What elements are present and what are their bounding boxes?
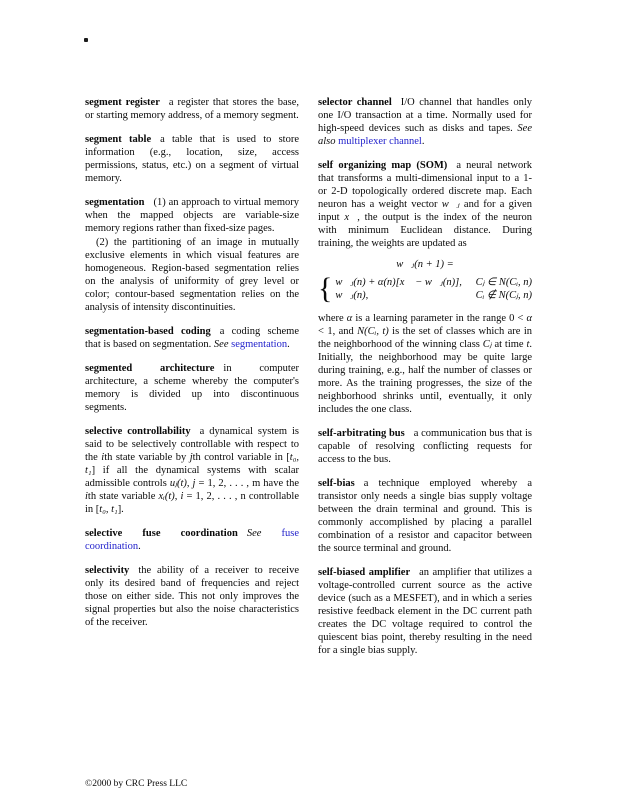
body-text: .: [421, 136, 425, 147]
body-text: ,: [174, 491, 181, 502]
body-text: ] if all the dynamical systems with scalar admissible controls: [85, 465, 299, 489]
entry-term: self organizing map (SOM): [318, 160, 448, 171]
dictionary-entry: [85, 96, 299, 122]
body-text: (1) an approach to virtual memory when the mapped objects are variable-size memory regions rather than fixed-size pages.: [85, 197, 299, 234]
equation-case-row: [335, 276, 532, 289]
dictionary-entry: [318, 566, 532, 657]
body-text: in computer architecture, a scheme whereby the computer's memory is divided up into discontinuous segments.: [85, 363, 299, 413]
italic-text: See also: [318, 123, 532, 147]
equation-head: w⃗ⱼ(n + 1) =: [396, 259, 454, 270]
entry-term: self-biased amplifier: [318, 567, 411, 578]
body-text: th state variable by: [104, 452, 190, 463]
dictionary-entry: [85, 527, 299, 553]
body-text: .: [138, 541, 141, 552]
equation-case-row: [335, 289, 532, 302]
italic-text: xᵢ(t): [158, 491, 175, 502]
body-text: at time: [491, 339, 527, 350]
entry-term: self-arbitrating bus: [318, 428, 405, 439]
dictionary-entry: [318, 96, 532, 148]
italic-text: i: [85, 491, 88, 502]
dictionary-entry: [85, 325, 299, 351]
paragraph: [318, 312, 532, 416]
page-corner-mark: [84, 38, 88, 42]
body-text: and for a given input: [318, 199, 532, 223]
entry-term: segment register: [85, 97, 160, 108]
italic-text: α: [346, 313, 353, 324]
paragraph: [318, 477, 532, 555]
dictionary-entry: [85, 425, 299, 516]
dictionary-entry: [85, 133, 299, 185]
cross-reference-link[interactable]: fuse coordination: [85, 528, 300, 552]
body-text: = 1, 2, . . . , n controllable in [: [85, 491, 300, 515]
italic-text: t: [526, 339, 530, 350]
dictionary-entry: [318, 477, 532, 555]
body-text: where: [318, 313, 347, 324]
body-text: is the set of classes which are in the neighborhood of the winning class: [318, 326, 532, 350]
body-text: a dynamical system is said to be selectively controllable with respect to the: [85, 426, 299, 463]
entry-term: selective controllability: [85, 426, 191, 437]
body-text: [261, 528, 281, 539]
body-text: , the output is the index of the neuron with minimum Euclidean distance. During training, the weights are updated as: [318, 212, 532, 249]
entry-term: selectivity: [85, 565, 130, 576]
paragraph: [318, 427, 532, 466]
paragraph: [85, 96, 299, 122]
italic-text: i: [101, 452, 105, 463]
case-expression: w⃗ⱼ(n),: [335, 290, 369, 301]
paragraph: [318, 159, 532, 250]
body-text: the ability of a receiver to receive only its desired band of frequencies and reject those on either side. This not only improves the signal properties but also the noise characteristics of the receiver.: [85, 565, 299, 628]
body-text: (2) the partitioning of an image in mutually exclusive elements in which visual features are homogeneous. Region-based segmentation relies on the analysis of uniformity of grey level or color; contour-based segmentation relies on the analysis of intensity discontinuities.: [85, 237, 299, 313]
cross-reference-link[interactable]: segmentation: [231, 339, 288, 350]
entry-term: selective fuse coordination: [85, 528, 238, 539]
body-text: a register that stores the base, or starting memory address, of a memory segment.: [85, 97, 299, 121]
body-text: . Initially, the neighborhood may be quite large during training, e.g., half the number of classes or more. As the training progresses, the size of the neighborhood shrinks until, eventually, it only includes the one class.: [318, 339, 532, 415]
case-expression: w⃗ⱼ(n) + α(n)[x⃗ − w⃗ⱼ(n)],: [335, 277, 462, 288]
case-condition: Cⱼ ∈ N(Cᵢ, n): [475, 277, 532, 288]
body-text: is a learning parameter in the range 0 <: [352, 313, 527, 324]
copyright-footer: ©2000 by CRC Press LLC: [85, 779, 188, 789]
italic-text: Cⱼ: [482, 339, 492, 350]
body-text: th state variable: [87, 491, 159, 502]
italic-text: j: [192, 478, 196, 489]
entry-term: segmentation: [85, 197, 145, 208]
body-text: I/O channel that handles only one I/O transaction at a time. Normally used for high-speed devices such as disks and tapes.: [318, 97, 532, 134]
italic-text: t₀, t₁: [85, 452, 299, 476]
cross-reference-link[interactable]: multiplexer channel: [338, 136, 422, 147]
italic-text: i: [180, 491, 184, 502]
italic-text: x⃗: [344, 212, 358, 223]
entry-term: selector channel: [318, 97, 392, 108]
paragraph: [318, 566, 532, 657]
page-content: [85, 96, 532, 668]
paragraph: [85, 236, 299, 314]
body-text: an amplifier that utilizes a voltage-controlled current source as the active device (such as a MESFET), and in which a series resistive feedback element in the DC current path creates the DC voltage required to control the quiescent bias point, thereby resulting in the need for a single bias supply.: [318, 567, 533, 656]
paragraph: [85, 196, 299, 235]
dictionary-entry: [318, 159, 532, 416]
cases-brace-glyph: {: [318, 272, 333, 305]
paragraph: [85, 564, 299, 629]
paragraph: [85, 325, 299, 351]
dictionary-entry: [85, 196, 299, 314]
body-text: = 1, 2, . . . , m have the: [195, 478, 299, 489]
italic-text: See: [246, 528, 262, 539]
body-text: a communication bus that is capable of resolving conflicting requests for access to the bus.: [318, 428, 533, 465]
dictionary-entry: [85, 362, 299, 414]
paragraph: [318, 96, 532, 148]
italic-text: α: [526, 313, 532, 324]
italic-text: w⃗ⱼ: [441, 199, 460, 210]
body-text: < 1, and: [318, 326, 358, 337]
body-text: th control variable in [: [192, 452, 290, 463]
body-text: a neural network that transforms a multi-dimensional input to a 1- or 2-D topologically ordered discrete map. Each neuron has a weight vector: [318, 160, 532, 210]
paragraph: [85, 362, 299, 414]
italic-text: N(Cᵢ, t): [357, 326, 389, 337]
italic-text: uⱼ(t): [169, 478, 187, 489]
entry-term: segment table: [85, 134, 152, 145]
entry-term: self-bias: [318, 478, 355, 489]
italic-text: See: [213, 339, 229, 350]
paragraph: [85, 133, 299, 185]
left-column: [85, 96, 299, 668]
dictionary-entry: [85, 564, 299, 629]
body-text: ].: [117, 504, 124, 515]
italic-text: t₀, t₁: [99, 504, 118, 515]
body-text: ,: [186, 478, 193, 489]
right-column: [318, 96, 532, 668]
dictionary-entry: [318, 427, 532, 466]
body-text: a technique employed whereby a transistor only needs a single bias supply voltage between the drain terminal and ground. This is commonly accomplished by placing a parallel combination of a resistor and capacitor between the source terminal and ground.: [318, 478, 532, 554]
paragraph: [85, 527, 299, 553]
equation: [318, 258, 532, 304]
body-text: .: [287, 339, 290, 350]
body-text: a coding scheme that is based on segmentation.: [85, 326, 299, 350]
body-text: a table that is used to store information (e.g., location, size, access permissions, status, etc.) on a segment of virtual memory.: [85, 134, 300, 184]
italic-text: j: [189, 452, 193, 463]
paragraph: [85, 425, 299, 516]
entry-term: segmented architecture: [85, 363, 215, 374]
entry-term: segmentation-based coding: [85, 326, 211, 337]
case-condition: Cᵢ ∉ N(Cⱼ, n): [475, 290, 532, 301]
